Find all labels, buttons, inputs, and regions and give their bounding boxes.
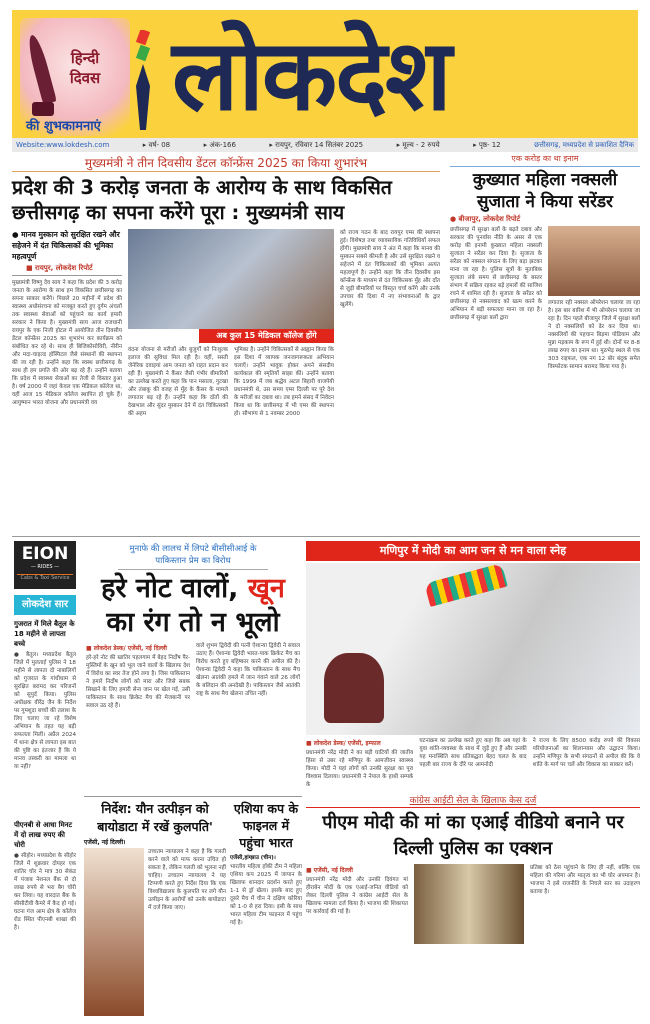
pm-ai-kicker: कांग्रेस आईटी सेल के खिलाफ केस दर्ज xyxy=(306,795,640,808)
saar-item-headline: गुजरात में मिले बैतूल के 18 महीने से लापता बच्चे xyxy=(14,620,75,648)
naxal-byline: ● बीजापुर, लोकदेश रिपोर्ट xyxy=(450,215,521,223)
vc-byline: एजेंसी, नई दिल्ली। xyxy=(84,839,126,846)
pm-ai-body-col1: प्रधानमंत्री नरेंद्र मोदी और उनकी दिवंगत मां हीराबेन मोदी के एक एआई-जनित वीडियो को लेकर दिल्ली पुलिस ने कांग्रेस आईटी सेल के खिलाफ मामला दर्ज किया है। भाजपा की शिकायत पर कार्रवाई की गई है। xyxy=(306,877,408,915)
bcci-headline-part2: का रंग तो न भूलो xyxy=(106,607,280,638)
masthead xyxy=(12,10,638,138)
vc-story xyxy=(84,800,226,1016)
bcci-body-col2: वाले शुभम द्विवेदी की पत्नी ऐशान्या द्विवेदी ने सवाल उठाए हैं। ऐशान्या द्विवेदी भारत-पाक क्रिकेट मैच का विरोध करते हुए बहिष्कार करने की अपील की है। ऐशान्या द्विवेदी ने कहा कि पाकिस्तान के साथ मैच खेलना आतंकी हमले में जान गंवाने वाले 26 लोगों के बलिदान की अनदेखी है। पाकिस्तान जैसे आतंकी राष्ट्र के साथ मैच खेलना उचित नहीं। xyxy=(196,643,300,697)
naxal-body-col1: छत्तीसगढ़ में सुरक्षा बलों के बढ़ते दबाव और सरकार की पुनर्वास नीति के असर से एक करोड़ की इनामी कुख्यात महिला नक्सली सुजाता ने सरेंडर कर दिया है। सुजाता के सरेंडर को नक्सल संगठन के लिए बड़ा झटका माना जा रहा है। पुलिस सूत्रों के मुताबिक सुजाता लंबे समय से छत्तीसगढ़ के बस्तर संभाग में सक्रिय रहकर बड़े हमलों की साजिश रचने में शामिल रही है। सुजाता के सरेंडर को छत्तीसगढ़ से नक्सलवाद को खत्म करने के अभियान में बड़ी सफलता माना जा रहा है। छत्तीसगढ़ में सुरक्षा बलों द्वारा xyxy=(450,227,542,321)
wishes-text: की शुभकामनाएं xyxy=(26,119,101,134)
year: ▸ वर्ष- 08 xyxy=(142,140,171,149)
ad-brand: EION xyxy=(21,544,69,564)
manipur-body-col2: घटनाक्रम का उल्लेख करते हुए कहा कि अब यहां के युवा शांति-व्यवस्था के साथ में जुड़ें हुए हैं और उनकी यह मनःस्थिति साथ प्रतिबद्धता बेहद चलत के बाद पहली बार राज्य के दौरे पर आमनोदी xyxy=(419,738,527,768)
woman-figure xyxy=(324,653,384,723)
dateline: ▸ रायपुर, रविवार 14 सितंबर 2025 xyxy=(269,140,364,149)
lead-byline: ■ रायपुर, लोकदेश रिपोर्ट xyxy=(26,264,93,272)
lead-body-col4: को राज्य गठन के बाद रायपुर एम्स की स्थापना हुई। विशेषज्ञ तथा व्यावसायिक गतिविधियाँ सफल होंगी। मुख्यमंत्री साय ने अंत में कहा कि मानव की मुस्कान सबसे कीमती है और उसे सुरक्षित रखने व सहेजने में दंत चिकित्सकों की भूमिका अत्यंत महत्वपूर्ण है। उन्होंने कहा कि तीन दिवसीय इस कॉन्फ्रेंस के माध्यम से दंत चिकित्सक मुँह और दाँत से जुड़ी बीमारियों पर विस्तृत चर्चा करेंगे और उनके उपचार की दिशा में नए संभावनाओं के द्वार खुलेंगे। xyxy=(340,230,440,308)
gavel-photo xyxy=(84,848,144,1016)
lead-headline: प्रदेश की 3 करोड़ जनता के आरोग्य के साथ विकसित छत्तीसगढ़ का सपना करेंगे पूरा : मुख्यमंत्री साय xyxy=(12,176,392,224)
bcci-kicker: मुनाफे की लालच में लिपटे बीसीसीआई के पाकिस्तान प्रेम का विरोध xyxy=(118,543,268,570)
ad-tagline: — RIDES — xyxy=(30,564,60,570)
pm-ai-body-col2: प्रतिष्ठा को ठेस पहुंचाने के लिए ही नहीं, बल्कि एक महिला की गरिमा और मातृत्व का भी घोर अपमान है। भाजपा ने इसे राजनीति के निचले स्तर का उदाहरण बताया है। xyxy=(530,865,640,895)
lead-body-col1: मुख्यमंत्री विष्णु देव साय ने कहा कि प्रदेश की 3 करोड़ जनता के आरोग्य के साथ हम विकसित छत्तीसगढ़ का सपना साकार करेंगे। पिछले 20 महीनों में प्रदेश की स्वास्थ्य अधोसंरचना को मजबूत करते हुए दुर्गम अंचलों तक स्वास्थ्य सेवाओं को पहुंचाने का कार्य हमारी सरकार ने किया है। मुख्यमंत्री साय आज राजधानी रायपुर के एक निजी होटल में आयोजित तीन दिवसीय डेंटल कॉन्फ्रेंस 2025 का शुभारंभ कर कार्यक्रम को संबोधित कर रहे थे। साथ ही बिजिकोसोविरी, नीरीन और मदा-चाइल्ड हॉस्पिटल जैसे संस्थानों की स्थापना की जा रही है। उन्होंने कहा कि स्वस्थ छत्तीसगढ़ के साथ ही हम प्रगति की ओर बढ़ रहे हैं। उन्होंने बताया कि प्रदेश में स्वास्थ्य सेवाओं का तेजी से विस्तार हुआ है। वर्ष 2000 में जहां केवल एक मेडिकल कॉलेज था, वहीं आज 15 मेडिकल कॉलेज स्थापित हो चुके हैं। आयुष्मान भारत योजना और प्रधानमंत्री वय xyxy=(12,280,122,406)
lead-bullet: ● मानव मुस्कान को सुरक्षित रखने और सहेजने में दंत चिकित्सकों की भूमिका महत्वपूर्ण xyxy=(12,230,120,261)
lead-story xyxy=(12,154,440,532)
eion-rides-ad[interactable] xyxy=(14,541,76,589)
asia-cup-story xyxy=(230,800,302,1016)
bcci-byline: ■ लोकदेश डेस्क/ एजेंसी, नई दिल्ली xyxy=(86,645,167,652)
photo-caption: अब कुल 15 मेडिकल कॉलेज होंगे xyxy=(199,329,334,343)
pm-ai-headline: पीएम मोदी की मां का एआई वीडियो बनाने पर दिल्ली पुलिस का एक्शन xyxy=(322,812,624,859)
modi-manipur-photo xyxy=(306,563,640,735)
published-from: छत्तीसगढ़, मध्यप्रदेश से प्रकाशित दैनिक xyxy=(534,140,634,149)
naxal-story xyxy=(450,153,640,532)
quill-icon xyxy=(25,33,57,104)
inkpot-icon xyxy=(32,102,54,116)
issue: ▸ अंक-166 xyxy=(203,140,236,149)
saar-title: लोकदेश सार xyxy=(14,595,76,615)
hindi-diwas-badge xyxy=(20,18,130,136)
website-link[interactable]: Website:www.lokdesh.com xyxy=(16,141,110,149)
bcci-headline-part1: हरे नोट वालों, xyxy=(101,573,248,604)
bcci-story xyxy=(86,543,300,793)
lead-body-col3: भूमिका है। उन्होंने चिकित्सकों से आह्वान किया कि इस दिशा में व्यापक जनजागरूकता अभियान चलाएँ। उन्होंने भावुक होकर अपने संसदीय कार्यकाल की स्मृतियाँ साझा कीं। उन्होंने बताया कि 1999 में जब श्रद्धेय अटल बिहारी वाजपेयी प्रधानमंत्री थे, उस समय एम्स दिल्ली पर पूरे देश के मरीजों का दबाव था। तब हमने संसद में निवेदन किया था कि छत्तीसगढ़ में भी एम्स की स्थापना हो। सौभाग्य से 1 नवम्बर 2000 xyxy=(234,347,334,417)
naxal-headline: कुख्यात महिला नक्सली सुजाता ने किया सरेंडर xyxy=(472,170,618,212)
modi-mother-photo xyxy=(414,864,524,944)
manipur-bar: मणिपुर में मोदी का आम जन से मन वाला स्नेह xyxy=(306,541,640,561)
sujata-photo xyxy=(548,226,640,296)
bcci-body-col1: हरे-हरे नोट की खातिर पहलगाम में बेहद निर्दोष पैर-मुस्लिमों के खून को भूल जाने वालों के खिलाफ देश में विरोध का स्वर तेज होने लगा है। जिस पाकिस्तान ने हमारे निर्दोष लोगों को मारा और जिसे सबक सिखाने के लिए हमारी सेना जान पर खेल गई, उसी पाकिस्तान के साथ क्रिकेट मैच की मेजबानी पर सवाल उठ रहे हैं। xyxy=(86,655,190,709)
ad-service: Cabs & Taxi Service xyxy=(17,574,73,582)
asia-cup-body: भारतीय महिला हॉकी टीम ने महिला एशिया कप 2025 में जापान के खिलाफ शानदार प्रदर्शन करते हुए 1-1 से ड्रॉ खेला। इसके बाद हुए दूसरे मैच में चीन ने दक्षिण कोरिया को 1-0 से हरा दिया। इसी के साथ भारत महिला टीम फाइनल में पहुंच गई है। xyxy=(230,864,302,926)
info-bar xyxy=(12,138,638,152)
saar-item-body: ● बैतूल। मध्यप्रदेश बैतूल जिले में मुलताई पुलिस ने 18 महीने से लापता दो नाबालिगों को गुजरात के गांधीधाम से सुरक्षित बरामद कर परिजनों को सुपुर्द किया। पुलिस अधीक्षक वीरेंद्र जैन के निर्देश पर गुमशुदा बच्चों की तलाश के लिए चलाए जा रहे विशेष अभियान के तहत यह बड़ी सफलता मिली। अप्रैल 2024 में थाना क्षेत्र से लापता इस बात की पुष्टि का इंतजार है कि ये मानव तस्करी का मामला था या नहीं? xyxy=(14,652,76,770)
manipur-byline: ■ लोकदेश डेस्क/ एजेंसी, इम्फाल xyxy=(306,740,381,747)
saar-column xyxy=(14,541,76,1017)
bcci-headline-highlight: खून xyxy=(247,573,285,604)
lead-kicker: मुख्यमंत्री ने तीन दिवसीय डेंटल कॉन्फ्रेंस 2025 का किया शुभारंभ xyxy=(12,154,440,172)
dental-conference-photo xyxy=(128,229,334,329)
pages: ▸ पृष्ठ- 12 xyxy=(473,140,501,149)
saar-item-body: ● सीहोर। मध्यप्रदेश के सीहोर जिले में शुक्रवार दोपहर एक शातिर चोर ने मात्र 30 सेकंड में पंजाब नेशनल बैंक से दो लाख रुपये से भरा बैग चोरी कर लिया। यह वारदात बैंक के सीसीटीवी कैमरे में कैद हो गई। घटना गंज आम क्षेत्र के कॉलेज रोड स्थित पीएनबी शाखा की है। xyxy=(14,853,76,931)
manipuri-cap xyxy=(424,563,507,607)
manipur-story xyxy=(306,541,640,793)
vc-body: उच्चतम न्यायालय ने कहा है कि गलती करने वाले को माफ करना उचित हो सकता है, लेकिन गलती को भूलना नहीं चाहिए। उच्चतम न्यायालय ने यह टिप्पणी करते हुए निर्देश दिया कि एक विश्वविद्यालय के कुलपति पर लगे यौन उत्पीड़न के आरोपों को उनके बायोडाटा में दर्ज किया जाए। xyxy=(148,849,226,911)
naxal-kicker: एक करोड़ का था इनाम xyxy=(450,153,640,167)
lead-body-col2: वंदना योजना से मरीजों और बुजुर्गों को निःशुल्क इलाज की सुविधा मिल रही है। वहीं, सस्ती जेनेरिक दवाइयां आम जनता को राहत प्रदान कर रही हैं। मुख्यमंत्री ने कैंसर जैसी गंभीर बीमारियों का उल्लेख करते हुए कहा कि पान मसाला, गुटखा और तंबाकू की वजह से मुँह के कैंसर के मामले लगातार बढ़ रहे हैं। उन्होंने कहा कि दाँतों की देखभाल और सुंदर मुस्कान देने में दंत चिकित्सकों की अहम xyxy=(128,347,228,417)
saar-item-headline: पीएनबी से आधा मिनट में दो लाख रुपए की चोरी xyxy=(14,821,73,849)
newspaper-logo: लोकदेश xyxy=(172,19,450,133)
naxal-body-col2: लगातार रही नक्सल ऑपरेशन चलाया जा रहा है। इस बार बारिश में भी ऑपरेशन चलाया जा रहा है। दिन पहले बीजापुर जिले में सुरक्षा बलों ने दो नक्सलियों को ढेर कर दिया था। नक्सलियों की पहचान बिड़मा पोडियाम और मुन्ना मड़काम के रूप में हुई थी। दोनों पर 8-8 लाख रुपए का इनाम था। मुठभेड़ स्थल से एक 303 राइफल, एक नग 12 बोर बंदूक समेत विस्फोटक सामान बरामद किया गया है। xyxy=(548,300,640,370)
manipur-body-col1: प्रधानमंत्री नरेंद्र मोदी ने का बड़ी घाटियों की जातीय हिंसा से उबर रहे मणिपुर के आमजीवन स्वास्थ्य किया। मोदी ने यहां लोगों को उनकी सुरक्षा का पूरा विश्वास दिलाया। प्रधानमंत्री ने नेपाल के हाथी सम्पर्क के xyxy=(306,750,414,788)
manipur-body-col3: ने राज्य के लिए 8500 करोड़ रुपये की विकास परियोजनाओं का शिलान्यास और उद्घाटन किया। उन्होंने मणिपुर के सभी संगठनों से अपील की कि वे शांति के मार्ग पर चलें और विकास का साकार करें। xyxy=(532,738,640,768)
vc-headline: निर्देश: यौन उत्पीड़न को बायोडाटा में रखें कुलपति' xyxy=(97,801,213,834)
pm-ai-story xyxy=(306,795,640,1016)
pen-nib-icon xyxy=(134,30,152,130)
pm-ai-byline: ■ एजेंसी, नई दिल्ली xyxy=(306,867,353,874)
asia-cup-byline: एजेंसी,हांग्झाउ (चीन)। xyxy=(230,855,276,861)
hindi-diwas-text: हिन्दी दिवस xyxy=(69,49,101,87)
price: ▸ मूल्य - 2 रुपये xyxy=(396,140,440,149)
asia-cup-headline: एशिया कप के फाइनल में पहुंचा भारत xyxy=(233,801,299,850)
